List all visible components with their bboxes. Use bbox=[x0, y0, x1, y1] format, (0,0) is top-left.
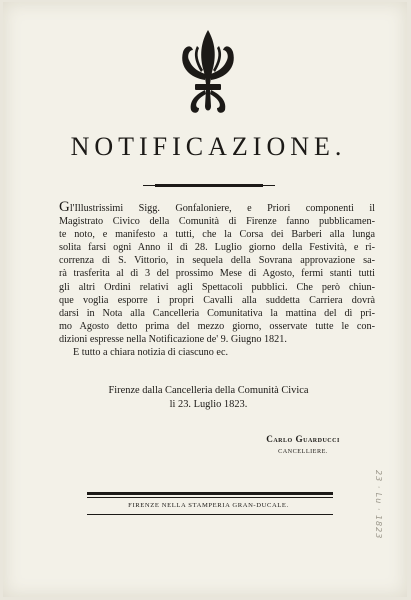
body-line: gli altri Ordini relativi agli Spettacoli pubblici. Che però chiun- bbox=[59, 281, 375, 293]
document-sheet bbox=[3, 2, 407, 597]
footer-rule-bottom bbox=[87, 514, 333, 515]
body-line: Magistrato Civico della Comunità di Firenze fanno pubblicamen- bbox=[59, 216, 375, 228]
body-line: Gl'Illustrissimi Sigg. Gonfaloniere, e Priori componenti il bbox=[59, 199, 375, 215]
closing-date: li 23. Luglio 1823. bbox=[169, 398, 248, 410]
signatory-role: CANCELLIERE. bbox=[278, 448, 328, 455]
body-line: solita farsi ogni Anno il dì 28. Luglio giorno della Festività, e ri- bbox=[59, 242, 375, 254]
signature-block bbox=[243, 434, 363, 455]
closing-block bbox=[3, 384, 411, 411]
handwritten-margin-note: 23 · Lu · 1823 bbox=[374, 470, 383, 540]
closing-place: Firenze dalla Cancelleria della Comunità Civica bbox=[108, 385, 309, 396]
body-line: que voglia esporre i propri Cavalli alla suddetta Carriera dovrà bbox=[59, 294, 375, 306]
body-line: rà trasferita al dì 3 del prossimo Mese di Agosto, fermi stanti tutti bbox=[59, 268, 375, 280]
footer-rule-thick bbox=[87, 492, 333, 495]
body-line: correnza di S. Vittorio, in sequela della Sovrana approvazione sa- bbox=[59, 255, 375, 267]
body-line: mo Agosto detto prima del mezzo giorno, osservate tutte le con- bbox=[59, 320, 375, 332]
notice-body bbox=[59, 199, 375, 359]
body-line: darsi in Nota alla Cancelleria Comunitativa la mattina del dì pri- bbox=[59, 307, 375, 319]
body-line: te noto, e manifesto a tutti, che la Corsa dei Barberi alla lunga bbox=[59, 229, 375, 241]
body-line: E tutto a chiara notizia di ciascuno ec. bbox=[73, 347, 229, 359]
footer-rule-thin bbox=[87, 497, 333, 498]
document-title: NOTIFICAZIONE. bbox=[70, 132, 347, 161]
body-line: dizioni espresse nella Notificazione de' 9. Giugno 1821. bbox=[59, 333, 287, 345]
title-divider bbox=[155, 184, 263, 187]
printer-imprint: FIRENZE NELLA STAMPERIA GRAN-DUCALE. bbox=[128, 502, 289, 509]
signatory-name: Carlo Guarducci bbox=[266, 434, 340, 444]
florentine-lily-icon bbox=[171, 28, 245, 118]
drop-cap: G bbox=[59, 199, 70, 215]
